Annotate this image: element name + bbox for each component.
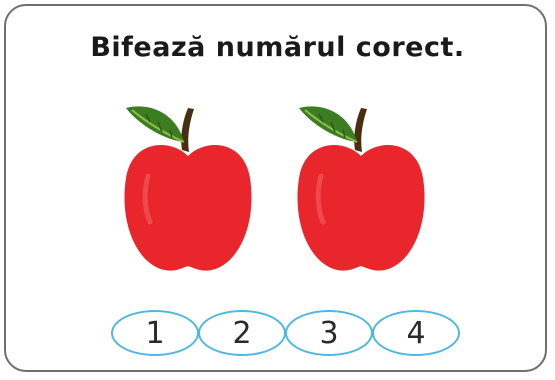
apple-icon [291,98,431,273]
worksheet-card [4,4,547,372]
option-2-button[interactable]: 2 [198,310,286,356]
answer-options [111,310,461,358]
option-4-button[interactable]: 4 [372,310,460,356]
instruction-title: Bifează numărul corect. [90,32,465,63]
option-3-button[interactable]: 3 [285,310,373,356]
option-1-button[interactable]: 1 [111,310,199,356]
apple-icon [118,98,258,273]
